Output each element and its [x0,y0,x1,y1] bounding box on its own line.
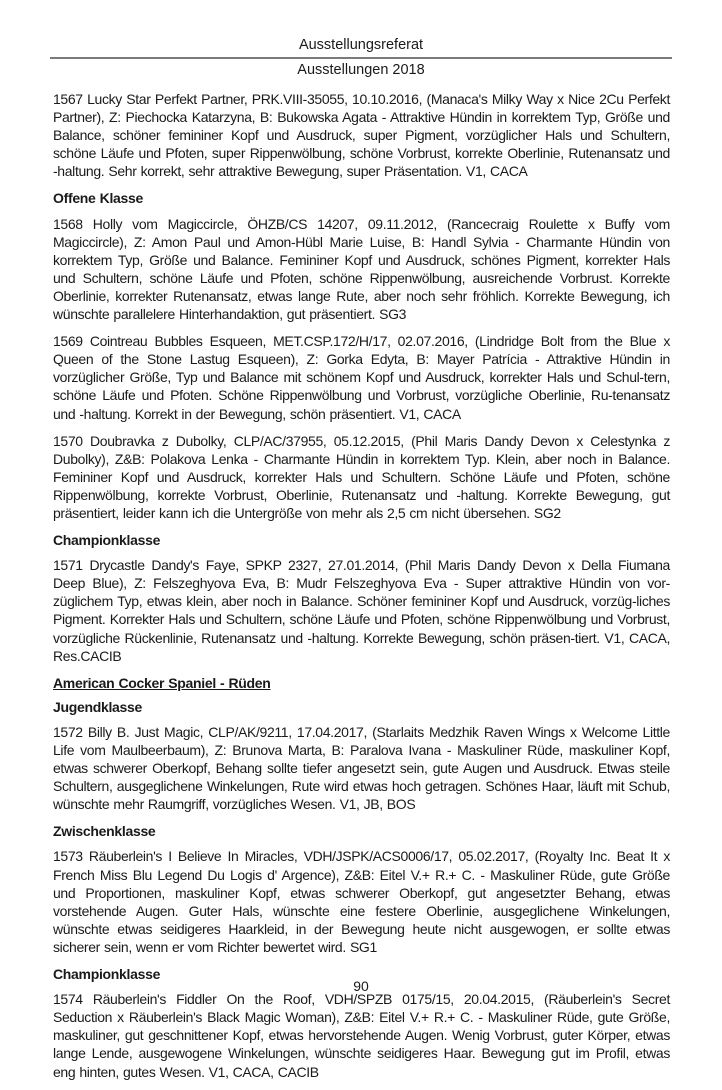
header-subtitle: Ausstellungen 2018 [297,62,425,78]
class-heading-championklasse-rueden: Championklasse [53,966,161,983]
entry-1570: 1570 Doubravka z Dubolky, CLP/AC/37955, 05.12.2015, (Phil Maris Dandy Devon x Celestynka z Dubolky), Z&B: Polakova Lenka - Charmante Hündin in korrektem Typ. Klein, aber noch in Balance. Femininer Kopf und Ausdruck, korrekter Hals und Schultern. Schöne Läufe und Pfoten, schöne Rippenwölbung, korrekte Vorbrust, Oberlinie, Rutenansatz und -haltung. Korrekte Bewegung, gut präsentiert, leider kann ich die Untergröße von mehr als 2,5 cm nicht übersehen. SG2 [53,432,670,521]
breed-heading-american-cocker-spaniel-rueden: American Cocker Spaniel - Rüden [53,674,271,691]
class-heading-zwischenklasse: Zwischenklasse [53,823,156,840]
header-title: Ausstellungsreferat [298,37,424,53]
header-divider [50,57,672,59]
entry-1571: 1571 Drycastle Dandy's Faye, SPKP 2327, 27.01.2014, (Phil Maris Dandy Devon x Della Fiumana Deep Blue), Z: Felszeghyova Eva, B: Mudr Felszeghyova Eva - Super attraktive Hündin von vor-züglichem Typ, etwas klein, aber noch in Balance. Schöner femininer Kopf und Ausdruck, vorzüg-liches Pigment. Korrekter Hals und Schultern, schöne Läufe und Pfoten, schöne Rippenwölbung und Vorbrust, vorzügliche Rückenlinie, Rutenansatz und -haltung. Korrekte Bewegung, schön präsen-tiert. V1, CACA, Res.CACIB [53,557,670,664]
class-heading-offene-klasse: Offene Klasse [53,190,143,207]
page-number: 90 [353,978,369,994]
entry-1572: 1572 Billy B. Just Magic, CLP/AK/9211, 17.04.2017, (Starlaits Medzhik Raven Wings x Welcome Little Life vom Maulbeerbaum), Z: Brunova Marta, B: Paralova Ivana - Maskuliner Rüde, maskuliner Kopf, etwas schwerer Oberkopf, Behang sollte tiefer angesetzt sein, gute Augen und Ausdruck. Etwas steile Schultern, ausgeglichene Winkelungen, Rute wird etwas hoch getragen. Schönes Haar, läuft mit Schub, wünschte mehr Raumgriff, vorzügliches Wesen. V1, JB, BOS [53,723,670,813]
class-heading-jugendklasse: Jugendklasse [53,698,142,715]
entry-1569: 1569 Cointreau Bubbles Esqueen, MET.CSP.172/H/17, 02.07.2016, (Lindridge Bolt from the Blue x Queen of the Stone Lastug Esqueen), Z: Gorka Edyta, B: Mayer Patrícia - Attraktive Hündin in vorzüglicher Größe, Typ und Balance mit schönem Kopf und Ausdruck, korrekter Hals und Schul-tern, schöne Läufe und Pfoten. Schöne Rippenwölbung und Vorbrust, vorzügliche Oberlinie, Ru-tenansatz und -haltung. Korrekt in der Bewegung, schön präsentiert. V1, CACA [53,333,670,422]
entry-1574: 1574 Räuberlein's Fiddler On the Roof, VDH/SPZB 0175/15, 20.04.2015, (Räuberlein's Secret Seduction x Räuberlein's Black Magic Woman), Z&B: Eitel V.+ R.+ C. - Maskuliner Rüde, gute Größe, maskuliner, gut geschnittener Kopf, etwas hervorstehende Augen. Wenig Vorbrust, guter Körper, etwas lange Lende, ausgewogene Winkelungen, wünschte seidigeres Haar. Bewegung gut im Profil, etwas eng hinten, gutes Wesen. V1, CACA, CACIB [53,991,670,1080]
page-content [53,90,670,1090]
class-heading-championklasse: Championklasse [53,532,161,549]
entry-1567: 1567 Lucky Star Perfekt Partner, PRK.VIII-35055, 10.10.2016, (Manaca's Milky Way x Nice 2Cu Perfekt Partner), Z: Piechocka Katarzyna, B: Bukowska Agata - Attraktive Hündin in korrektem Typ, Größe und Balance, schöner femininer Kopf und Ausdruck, super Pigment, vorzüglicher Hals und Schultern, schöne Läufe und Pfoten, super Rippenwölbung, schöne Vorbrust, korrekte Oberlinie, Rutenansatz und -haltung. Sehr korrekt, sehr attraktive Bewegung, super Präsentation. V1, CACA [53,91,670,180]
page-header [50,36,672,79]
entry-1573: 1573 Räuberlein's I Believe In Miracles, VDH/JSPK/ACS0006/17, 05.02.2017, (Royalty Inc. Beat It x French Miss Blu Legend Du Logis d' Argence), Z&B: Eitel V.+ R.+ C. - Maskuliner Rüde, gute Größe und Proportionen, maskuliner Kopf, etwas schwerer Oberkopf, gut angesetzter Behang, etwas vorstehende Augen. Guter Hals, wünschte eine festere Oberlinie, ausgeglichene Winkelungen, wünschte etwas seidigeres Haarkleid, in der Bewegung heute nicht ausgewogen, er sollte etwas sicherer sein, wenn er vom Richter bewertet wird. SG1 [53,848,670,955]
entry-1568: 1568 Holly vom Magiccircle, ÖHZB/CS 14207, 09.11.2012, (Rancecraig Roulette x Buffy vom Magiccircle), Z: Amon Paul und Amon-Hübl Marie Luise, B: Handl Sylvia - Charmante Hündin von korrektem Typ, Größe und Balance. Femininer Kopf und Ausdruck, schönes Pigment, korrekter Hals und Schultern, schöne Läufe und Pfoten, schöne Rippenwölbung, ausreichende Vorbrust. Korrekte Oberlinie, korrekter Rutenansatz, etwas lange Rute, aber noch sehr fröhlich. Korrekte Bewegung, ich wünschte parallelere Hinterhandaktion, gut präsentiert. SG3 [53,215,670,323]
